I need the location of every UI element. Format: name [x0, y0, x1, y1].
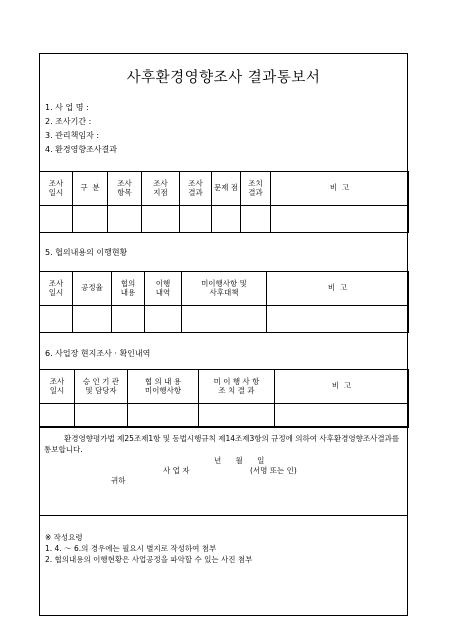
- cell-unfulfilled-items[interactable]: [128, 404, 199, 428]
- header-action-results: 미 이 행 사 항 조 치 결 과: [199, 370, 275, 404]
- notification-date: 년 월 일: [214, 456, 265, 465]
- form-frame: [39, 53, 408, 616]
- cell-remarks[interactable]: [275, 404, 409, 428]
- header-unfulfilled-items: 협 의 내 용 미이행사항: [128, 370, 199, 404]
- cell-problem[interactable]: [212, 206, 241, 233]
- header-survey-date: 조사 일시: [40, 272, 73, 306]
- writing-guide: [45, 532, 252, 565]
- header-progress-rate: 공정율: [73, 272, 112, 306]
- cell-agreement-content[interactable]: [112, 306, 145, 333]
- item-manager: 3. 관리책임자 :: [45, 131, 100, 140]
- cell-category[interactable]: [73, 206, 108, 233]
- cell-survey-item[interactable]: [108, 206, 142, 233]
- header-approval-agency: 승 인 기 관 및 담당자: [75, 370, 128, 404]
- implementation-table: [39, 271, 409, 333]
- guide-line-2: 2. 협의내용의 이행현황은 사업공정을 파악할 수 있는 사진 첨부: [45, 555, 253, 564]
- header-survey-outcome: 조사 결과: [180, 172, 212, 206]
- recipient-label: 귀하: [111, 476, 126, 485]
- notification-block: [39, 426, 408, 516]
- cell-progress-rate[interactable]: [73, 306, 112, 333]
- header-survey-date: 조사 일시: [40, 370, 75, 404]
- header-agreement-content: 협의 내용: [112, 272, 145, 306]
- section5-label: 5. 협의내용의 이행현황: [45, 248, 128, 257]
- header-unfulfilled-measures: 미이행사항 및 사후대책: [182, 272, 267, 306]
- signature-label: (서명 또는 인): [250, 466, 297, 475]
- table-row: [40, 306, 409, 333]
- cell-survey-date[interactable]: [40, 306, 73, 333]
- header-problem: 문제 점: [212, 172, 241, 206]
- survey-result-table: [39, 171, 409, 233]
- table-row: [40, 404, 409, 428]
- cell-survey-outcome[interactable]: [180, 206, 212, 233]
- section6-label: 6. 사업장 현지조사 · 확인내역: [45, 349, 151, 358]
- cell-survey-point[interactable]: [142, 206, 180, 233]
- header-remarks: 비 고: [271, 172, 409, 206]
- header-category: 구 분: [73, 172, 108, 206]
- header-survey-date: 조사 일시: [40, 172, 73, 206]
- cell-action-results[interactable]: [199, 404, 275, 428]
- cell-remarks[interactable]: [271, 206, 409, 233]
- cell-remarks[interactable]: [267, 306, 409, 333]
- item-survey-result: 4. 환경영향조사결과: [45, 145, 117, 154]
- cell-unfulfilled-measures[interactable]: [182, 306, 267, 333]
- header-survey-item: 조사 항목: [108, 172, 142, 206]
- guide-line-1: 1. 4. ～ 6.의 경우에는 필요시 별지로 작성하여 첨부: [45, 544, 217, 553]
- header-action-result: 조치 결과: [241, 172, 271, 206]
- header-remarks: 비 고: [275, 370, 409, 404]
- cell-survey-date[interactable]: [40, 404, 75, 428]
- cell-action-result[interactable]: [241, 206, 271, 233]
- notification-text: 환경영향평가법 제25조제1항 및 동법시행규칙 제14조제3항의 규정에 의하여 사후환경영향조사결과를 통보합니다.: [44, 434, 400, 454]
- table-row: [40, 206, 409, 233]
- guide-heading: ※ 작성요령: [45, 533, 83, 542]
- item-survey-period: 2. 조사기간 :: [45, 117, 92, 126]
- cell-survey-date[interactable]: [40, 206, 73, 233]
- form-title: 사후환경영향조사 결과통보서: [126, 70, 321, 86]
- cell-implementation-detail[interactable]: [145, 306, 182, 333]
- business-operator-label: 사 업 자: [163, 466, 190, 475]
- cell-approval-agency[interactable]: [75, 404, 128, 428]
- header-implementation-detail: 이행 내역: [145, 272, 182, 306]
- header-remarks: 비 고: [267, 272, 409, 306]
- header-survey-point: 조사 지점: [142, 172, 180, 206]
- basic-info: [45, 101, 117, 157]
- site-inspection-table: [39, 369, 409, 428]
- item-business-name: 1. 사 업 명 :: [45, 103, 89, 112]
